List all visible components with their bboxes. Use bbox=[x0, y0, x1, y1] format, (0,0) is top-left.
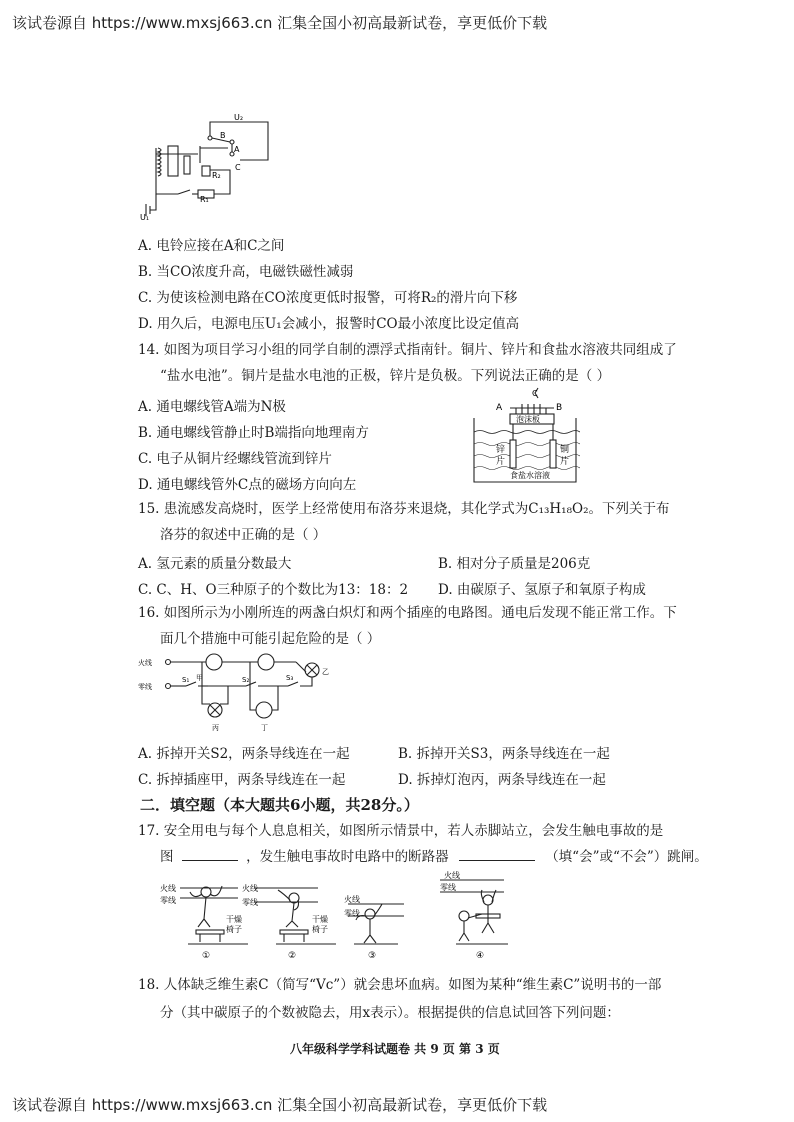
q17-line2-prefix: 图 bbox=[160, 849, 174, 865]
q16-household-circuit-figure bbox=[138, 652, 338, 738]
q14-fig-label-salt: 食盐水溶液 bbox=[510, 471, 550, 480]
watermark-top: 该试卷源自 https://www.mxsj663.cn 汇集全国小初高最新试卷，享更低价下载 bbox=[12, 14, 548, 32]
q17-fig-s2-dry2: 椅子 bbox=[312, 925, 328, 934]
q17-fig-s3-neutral: 零线 bbox=[344, 909, 360, 918]
q16-option-d: D. 拆掉灯泡丙，两条导线连在一起 bbox=[398, 772, 606, 788]
q14-fig-label-copper2: 片 bbox=[560, 457, 570, 467]
q16-fig-label-ding: 丁 bbox=[261, 724, 268, 732]
q17-stem-line1: 17. 安全用电与每个人息息相关，如图所示情景中，若人赤脚站立，会发生触电事故的是 bbox=[138, 823, 664, 839]
q16-fig-label-yi: 乙 bbox=[322, 668, 329, 676]
q17-fig-s1-dry1: 干燥 bbox=[226, 915, 242, 924]
q17-shock-scenes-figure bbox=[158, 870, 518, 962]
q17-line2-suffix: （填“会”或“不会”）跳闸。 bbox=[545, 849, 708, 865]
q15-option-c: C. C、H、O三种原子的个数比为13：18：2 bbox=[138, 582, 409, 598]
q17-blank-1[interactable] bbox=[182, 848, 238, 861]
q17-fig-n4: ④ bbox=[476, 951, 485, 961]
q14-option-b: B. 通电螺线管静止时B端指向地理南方 bbox=[138, 425, 369, 441]
q16-fig-label-s1: S₁ bbox=[182, 676, 190, 684]
q14-stem-line2: “盐水电池”。铜片是盐水电池的正极，锌片是负极。下列说法正确的是（ ） bbox=[160, 368, 611, 384]
q16-option-a: A. 拆掉开关S2，两条导线连在一起 bbox=[138, 746, 350, 762]
q15-option-a: A. 氢元素的质量分数最大 bbox=[138, 556, 292, 572]
q14-fig-label-zinc2: 片 bbox=[496, 457, 506, 467]
watermark-bottom: 该试卷源自 https://www.mxsj663.cn 汇集全国小初高最新试卷，享更低价下载 bbox=[12, 1096, 548, 1114]
q15-stem-line1: 15. 患流感发高烧时，医学上经常使用布洛芬来退烧，其化学式为C₁₃H₁₈O₂。下列关于布 bbox=[138, 501, 670, 517]
q14-option-a: A. 通电螺线管A端为N极 bbox=[138, 399, 286, 415]
q17-stem-line2 bbox=[160, 848, 708, 866]
q16-option-c: C. 拆掉插座甲，两条导线连在一起 bbox=[138, 772, 346, 788]
q17-blank-2[interactable] bbox=[459, 848, 535, 861]
q13-option-a: A. 电铃应接在A和C之间 bbox=[138, 238, 285, 254]
q14-fig-label-zinc1: 锌 bbox=[496, 445, 506, 455]
q13-option-d: D. 用久后，电源电压U₁会减小，报警时CO最小浓度比设定值高 bbox=[138, 316, 520, 332]
q14-option-c: C. 电子从铜片经螺线管流到锌片 bbox=[138, 451, 332, 467]
q16-option-b: B. 拆掉开关S3，两条导线连在一起 bbox=[398, 746, 610, 762]
q13-fig-label-u2: U₂ bbox=[234, 113, 244, 122]
q16-fig-label-neutral: 零线 bbox=[138, 683, 152, 691]
section-2-heading: 二．填空题（本大题共6小题，共28分。） bbox=[140, 796, 419, 814]
q15-stem-line2: 洛芬的叙述中正确的是（ ） bbox=[160, 527, 327, 543]
q17-fig-n2: ② bbox=[288, 951, 297, 961]
q13-option-c: C. 为使该检测电路在CO浓度更低时报警，可将R₂的滑片向下移 bbox=[138, 290, 518, 306]
q17-fig-s1-dry2: 椅子 bbox=[226, 925, 242, 934]
q14-fig-label-c: C bbox=[532, 389, 538, 398]
q17-fig-s2-neutral: 零线 bbox=[242, 898, 258, 907]
q14-saltwater-battery-figure bbox=[470, 386, 580, 486]
q13-fig-label-u1: U₁ bbox=[140, 213, 150, 222]
q17-fig-s3-live: 火线 bbox=[344, 895, 360, 904]
q13-fig-label-r2: R₂ bbox=[212, 171, 221, 180]
q17-fig-s2-dry1: 干燥 bbox=[312, 915, 328, 924]
q17-fig-s1-neutral: 零线 bbox=[160, 896, 176, 905]
q17-fig-s2-live: 火线 bbox=[242, 884, 258, 893]
q14-fig-label-copper1: 铜 bbox=[560, 445, 570, 455]
q16-fig-label-s3: S₃ bbox=[286, 674, 294, 682]
q14-option-d: D. 通电螺线管外C点的磁场方向向左 bbox=[138, 477, 357, 493]
q13-fig-label-b: B bbox=[220, 131, 226, 140]
q13-fig-label-c: C bbox=[235, 163, 241, 172]
q17-line2-mid: ，发生触电事故时电路中的断路器 bbox=[246, 849, 449, 865]
q13-fig-label-a: A bbox=[234, 145, 240, 154]
q17-fig-n1: ① bbox=[202, 951, 211, 961]
q13-fig-label-r1: R₁ bbox=[200, 195, 209, 204]
q17-fig-s4-neutral: 零线 bbox=[440, 883, 456, 892]
q14-fig-label-foam: 泡沫板 bbox=[516, 415, 540, 424]
q16-fig-label-jia: 甲 bbox=[196, 674, 203, 682]
q14-fig-label-b: B bbox=[556, 403, 563, 413]
q16-stem-line2: 面几个措施中可能引起危险的是（ ） bbox=[160, 631, 381, 647]
q13-relay-circuit-figure bbox=[140, 108, 280, 223]
q14-stem-line1: 14. 如图为项目学习小组的同学自制的漂浮式指南针。铜片、锌片和食盐水溶液共同组成了 bbox=[138, 342, 677, 358]
q15-option-d: D. 由碳原子、氢原子和氧原子构成 bbox=[438, 582, 646, 598]
q15-option-b: B. 相对分子质量是206克 bbox=[438, 556, 591, 572]
q17-fig-n3: ③ bbox=[368, 951, 377, 961]
q13-option-b: B. 当CO浓度升高，电磁铁磁性减弱 bbox=[138, 264, 354, 280]
page-footer: 八年级科学学科试题卷 共 9 页 第 3 页 bbox=[290, 1042, 500, 1056]
q17-fig-s1-live: 火线 bbox=[160, 884, 176, 893]
q14-fig-label-a: A bbox=[496, 403, 503, 413]
q16-fig-label-s2: S₂ bbox=[242, 676, 250, 684]
q16-stem-line1: 16. 如图所示为小刚所连的两盏白炽灯和两个插座的电路图。通电后发现不能正常工作。下 bbox=[138, 605, 677, 621]
q18-stem-line1: 18. 人体缺乏维生素C（简写“Vc”）就会患坏血病。如图为某种“维生素C”说明书的一部 bbox=[138, 977, 662, 993]
q18-stem-line2: 分（其中碳原子的个数被隐去，用x表示）。根据提供的信息试回答下列问题： bbox=[160, 1005, 620, 1021]
q17-fig-s4-live: 火线 bbox=[444, 871, 460, 880]
q16-fig-label-bing: 丙 bbox=[212, 724, 219, 732]
q16-fig-label-live: 火线 bbox=[138, 659, 152, 667]
